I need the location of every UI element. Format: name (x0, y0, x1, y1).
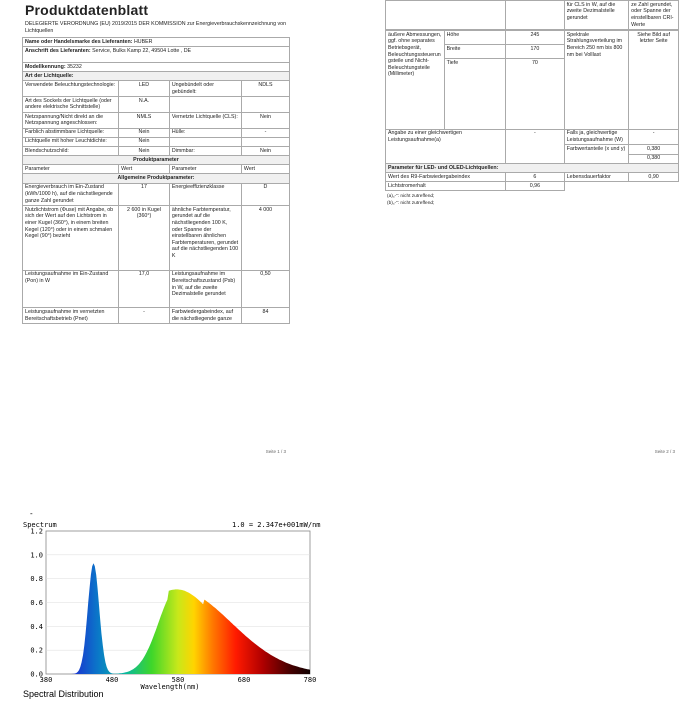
cell-value: Nein (119, 146, 170, 155)
page-footer: Seite 1 / 3 (265, 449, 286, 454)
column-header: Parameter (169, 165, 241, 174)
chromaticity-y: 0,380 (629, 154, 679, 163)
cell-label: Leistungsaufnahme im vernetzten Bereitschaftsbetrieb (Pnet) (23, 308, 119, 324)
cell-label: Dimmbar: (169, 146, 241, 155)
cell-value: 0,90 (629, 172, 679, 181)
cell-label: Hülle: (169, 128, 241, 137)
datasheet-page-2 (385, 0, 679, 456)
cell-value: Nein (119, 137, 170, 146)
cell-value: 0,50 (241, 270, 289, 308)
chromaticity-x: 0,380 (629, 145, 679, 154)
cell-label: Lebensdauerfaktor (564, 172, 628, 181)
cell-value: - (119, 308, 170, 324)
cell-label: Farblich abstimmbare Lichtquelle: (23, 128, 119, 137)
led-params-header: Parameter für LED- und OLED-Lichtquellen: (386, 163, 679, 172)
cell-value: LED (119, 81, 170, 97)
datasheet-page-1 (22, 0, 290, 456)
column-header: Parameter (23, 165, 119, 174)
dim-depth-value: 70 (506, 58, 565, 129)
spectrum-svg (20, 512, 332, 700)
x-tick-label: 780 (303, 676, 317, 684)
cell-value (241, 96, 289, 112)
cell-value: 17,0 (119, 270, 170, 308)
cell-label: Energieverbrauch im Ein-Zustand (kWh/1000 h), auf die nächstliegende ganze Zahl gerundet (23, 183, 119, 205)
dim-width-label: Breite (444, 44, 506, 58)
x-tick-label: 380 (39, 676, 53, 684)
spectrum-caption: Spectral Distribution (23, 689, 104, 699)
cell-label (386, 1, 506, 30)
cell-label: ähnliche Farbtemperatur, gerundet auf die nächstliegenden 100 K, oder Spanne der einstellbaren ähnlichen Farbtemperaturen, gerundet auf die nächstliegenden 100 K (169, 206, 241, 271)
page-title: Produktdatenblatt (25, 2, 149, 18)
footnote-b: (b)„-“: nicht zutreffend; (387, 201, 435, 207)
cell-label: Wert des R9-Farbwiedergabeindex (386, 172, 506, 181)
regulation-intro: DELEGIERTE VERORDNUNG (EU) 2019/2015 DER KOMMISSION zur Energieverbrauchskennzeichnung von Lichtquellen (25, 21, 287, 34)
cell-label: Lichtstromerhalt (386, 182, 506, 191)
x-tick-label: 680 (237, 676, 251, 684)
cell-label: Nutzlichtstrom (Φuse) mit Angabe, ob sich der Wert auf den Lichtstrom in einer Kugel (360°), in einem breiten Kegel (120°) oder in einem schmalen Kegel (90°) bezieht (23, 206, 119, 271)
cell-value: ze Zahl gerundet, oder Spanne der einstellbaren CRI-Werte (629, 1, 679, 30)
supplier-name-value: HUBER (133, 38, 153, 45)
chromaticity-label: Farbwertanteile (x und y) (564, 145, 628, 163)
cell-value: 84 (241, 308, 289, 324)
cell-value: D (241, 183, 289, 205)
y-tick-label: 0.8 (30, 575, 43, 584)
spectrum-formula: 1.0 = 2.347e+001mW/nm (232, 521, 321, 529)
cell-label: Blendschutzschild: (23, 146, 119, 155)
model-label: Modellkennung: (25, 63, 66, 70)
supplier-name-label: Name oder Handelsmarke des Lieferanten: (25, 38, 133, 45)
cell-value: N.A. (119, 96, 170, 112)
cell-label: Verwendete Beleuchtungstechnologie: (23, 81, 119, 97)
cell-value: 6 (506, 172, 565, 181)
model-value: 35232 (67, 63, 82, 70)
y-ticks (30, 528, 43, 679)
y-tick-label: 0.2 (30, 646, 43, 655)
dimensions-label: äußere Abmessungen, ggf. ohne separates Betriebsgerät, Beleuchtungssteuerungsteile und Nicht-Beleuchtungsteile (Millimeter) (386, 30, 445, 129)
cell-value: - (241, 128, 289, 137)
x-tick-label: 580 (171, 676, 185, 684)
y-tick-label: 1.0 (30, 551, 43, 560)
spectrum-figure (20, 512, 332, 700)
cell-value: Nein (241, 146, 289, 155)
cell-value (241, 137, 289, 146)
spectrum-marker: - (30, 512, 33, 518)
cell-value: 2 600 in Kugel (360°) (119, 206, 170, 271)
spectrum-title: Spectrum (23, 521, 57, 529)
supplier-address-label: Anschrift des Lieferanten: (25, 47, 91, 54)
dim-height-value: 245 (506, 30, 565, 44)
light-type-header: Art der Lichtquelle: (23, 71, 290, 80)
cell-value: NMLS (119, 112, 170, 128)
cell-value (506, 1, 565, 30)
supplier-table (22, 37, 290, 324)
page-footer: Seite 2 / 3 (654, 449, 675, 454)
cell-value: Nein (241, 112, 289, 128)
column-header: Wert (119, 165, 170, 174)
general-params-header: Allgemeine Produktparameter: (23, 174, 290, 183)
y-tick-label: 0.4 (30, 622, 43, 631)
cell-label (169, 137, 241, 146)
cell-label: Art des Sockels der Lichtquelle (oder andere elektrische Schnittstelle) (23, 96, 119, 112)
cell-value: 0,96 (506, 182, 565, 191)
cell-label: Lichtquelle mit hoher Leuchtdichte: (23, 137, 119, 146)
cell-value: 17 (119, 183, 170, 205)
equiv-watt-value: - (629, 129, 679, 145)
y-tick-label: 1.2 (30, 527, 43, 536)
cell-label: Vernetzte Lichtquelle (CLS): (169, 112, 241, 128)
params-continued-table (385, 0, 679, 30)
equiv-watt-label: Falls ja, gleichwertige Leistungsaufnahme (W) (564, 129, 628, 145)
cell-value: NDLS (241, 81, 289, 97)
cell-label: Netzspannung/Nicht direkt an die Netzspannung angeschlossen: (23, 112, 119, 128)
dim-width-value: 170 (506, 44, 565, 58)
cell-label: Farbwiedergabeindex, auf die nächstliegende ganze (169, 308, 241, 324)
equiv-power-label: Angabe zu einer gleichwertigen Leistungsaufnahme(a) (386, 129, 506, 163)
product-params-header: Produktparameter (23, 156, 290, 165)
equiv-power-value: - (506, 129, 565, 163)
dim-depth-label: Tiefe (444, 58, 506, 129)
dim-height-label: Höhe (444, 30, 506, 44)
x-tick-label: 480 (105, 676, 119, 684)
y-tick-label: 0.0 (30, 670, 43, 679)
footnote-a: (a)„-“: nicht zutreffend; (387, 194, 435, 200)
dimensions-table (385, 30, 679, 191)
cell-label (169, 96, 241, 112)
x-axis-label: Wavelength(nm) (140, 683, 200, 691)
cell-label: Energieeffizienzklasse (169, 183, 241, 205)
supplier-address-value: Service, Bulks Kamp 22, 49504 Lotte , DE (92, 47, 192, 54)
cell-label: Ungebündelt oder gebündelt: (169, 81, 241, 97)
y-tick-label: 0.6 (30, 599, 43, 607)
spectral-label: Spektrale Strahlungsverteilung im Bereich 250 nm bis 800 nm bei Volllast (564, 30, 628, 129)
cell-label: Leistungsaufnahme im Bereitschaftszustand (Psb) in W, auf die zweite Dezimalstelle gerundet (169, 270, 241, 308)
cell-label: Leistungsaufnahme im Ein-Zustand (Pon) in W (23, 270, 119, 308)
cell-value: Nein (119, 128, 170, 137)
column-header: Wert (241, 165, 289, 174)
cell-label: für CLS in W, auf die zweite Dezimalstelle gerundet (564, 1, 628, 30)
cell-value: 4 000 (241, 206, 289, 271)
spectral-value: Siehe Bild auf letzter Seite (629, 30, 679, 129)
